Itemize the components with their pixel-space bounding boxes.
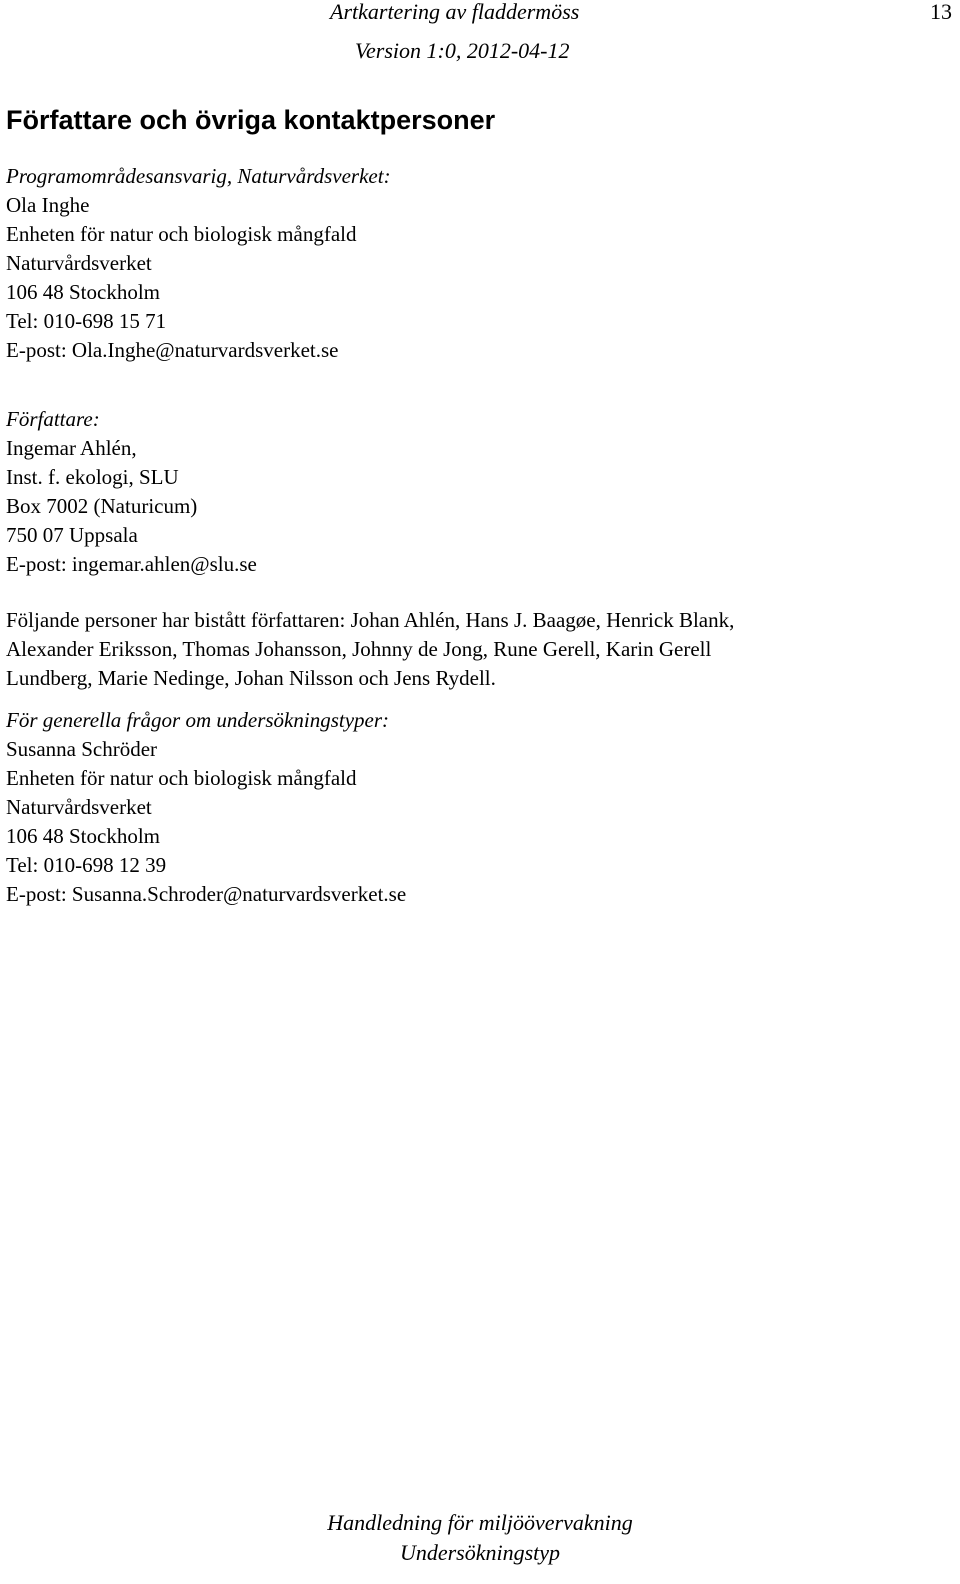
general-contact-line: Susanna Schröder: [6, 737, 158, 761]
general-contact-block: [6, 706, 946, 909]
author-line: 750 07 Uppsala: [6, 523, 138, 547]
program-contact-email: E-post: Ola.Inghe@naturvardsverket.se: [6, 338, 339, 362]
author-block: [6, 405, 946, 579]
assisted-line: Lundberg, Marie Nedinge, Johan Nilsson och Jens Rydell.: [6, 666, 496, 690]
running-footer: [0, 1508, 960, 1568]
general-contact-line: 106 48 Stockholm: [6, 824, 161, 848]
general-contact-line: Naturvårdsverket: [6, 795, 152, 819]
page-number: 13: [930, 0, 952, 24]
program-contact-role: Programområdesansvarig, Naturvårdsverket:: [6, 164, 391, 188]
running-header: [0, 0, 960, 70]
general-contact-line: Tel: 010-698 12 39: [6, 853, 167, 877]
author-role: Författare:: [6, 407, 100, 431]
author-email: E-post: ingemar.ahlen@slu.se: [6, 552, 257, 576]
program-contact-block: [6, 162, 946, 365]
author-line: Box 7002 (Naturicum): [6, 494, 198, 518]
author-line: Inst. f. ekologi, SLU: [6, 465, 179, 489]
program-contact-line: Enheten för natur och biologisk mångfald: [6, 222, 357, 246]
program-contact-line: 106 48 Stockholm: [6, 280, 161, 304]
assisted-line: Alexander Eriksson, Thomas Johansson, Johnny de Jong, Rune Gerell, Karin Gerell: [6, 637, 712, 661]
section-title: Författare och övriga kontaktpersoner: [6, 105, 496, 135]
program-contact-line: Tel: 010-698 15 71: [6, 309, 167, 333]
footer-line-1: Handledning för miljöövervakning: [327, 1510, 633, 1535]
author-line: Ingemar Ahlén,: [6, 436, 137, 460]
general-contact-line: Enheten för natur och biologisk mångfald: [6, 766, 357, 790]
assisted-line: Följande personer har bistått författaren: Johan Ahlén, Hans J. Baagøe, Henrick Blank,: [6, 608, 735, 632]
header-title: Artkartering av fladdermöss: [330, 0, 580, 24]
footer-line-2: Undersökningstyp: [399, 1540, 561, 1565]
header-version: Version 1:0, 2012-04-12: [355, 38, 570, 63]
program-contact-line: Ola Inghe: [6, 193, 90, 217]
program-contact-line: Naturvårdsverket: [6, 251, 152, 275]
general-contact-role: För generella frågor om undersökningstyper:: [6, 708, 390, 732]
assisted-paragraph: [6, 606, 946, 693]
general-contact-email: E-post: Susanna.Schroder@naturvardsverket.se: [6, 882, 407, 906]
